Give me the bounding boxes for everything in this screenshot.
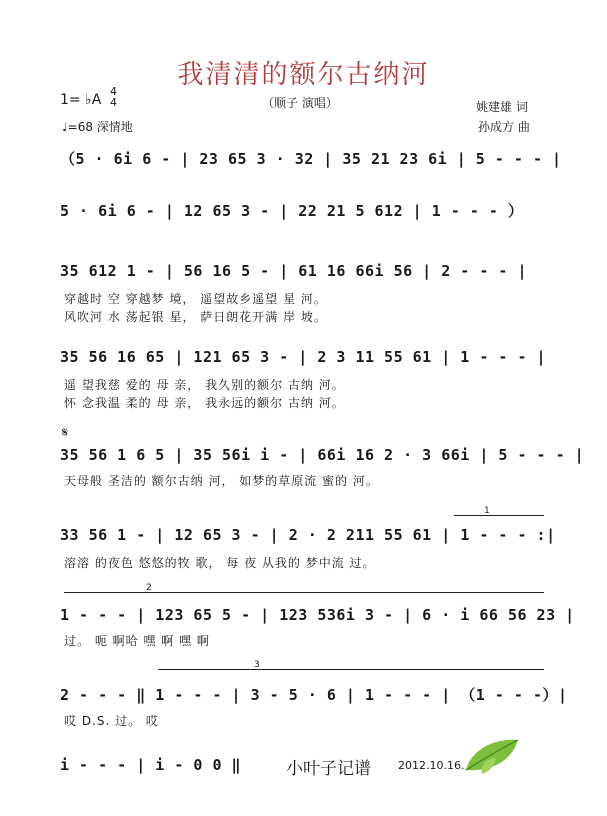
song-title: 我清清的额尔古纳河 — [177, 60, 430, 90]
score-line-9: i - - - | i - 0 0 ‖ — [60, 756, 242, 774]
segno-sign: 𝄋 — [62, 425, 69, 441]
lyric-line-3b: 风吹河 水 荡起银 星， 萨日朗花开满 岸 坡。 — [64, 310, 327, 324]
composer-credit: 孙成方 曲 — [478, 120, 530, 134]
score-line-3: 35 612 1 - | 56 16 5 - | 61 16 66i 56 | 2 - - - | — [60, 262, 528, 280]
lyric-line-8: 哎 D.S. 过。 哎 — [64, 714, 159, 728]
volta-label-2: 2 — [146, 583, 152, 593]
score-line-8: 2 - - - ‖ 1 - - - | 3 - 5 · 6 | 1 - - - | （1 - - -）| — [60, 686, 568, 704]
singer-credit: （顺子 演唱） — [262, 96, 338, 110]
volta-bracket-1 — [454, 515, 544, 516]
volta-bracket-3 — [158, 669, 544, 670]
lyric-line-5: 天母般 圣洁的 额尔古纳 河， 如梦的草原流 蜜的 河。 — [64, 474, 379, 488]
score-line-4: 35 56 16 65 | 121 65 3 - | 2 3 11 55 61 | 1 - - - | — [60, 348, 547, 366]
lyric-line-4a: 遥 望我慈 爱的 母 亲， 我久别的额尔 古纳 河。 — [64, 378, 345, 392]
score-line-1: （5 · 6i 6 - | 23 65 3 · 32 | 35 21 23 6i | 5 - - - | — [60, 150, 562, 168]
score-line-7: 1 - - - | 123 65 5 - | 123 536i 3 - | 6 · i 66 56 23 | — [60, 606, 575, 624]
lyric-line-4b: 怀 念我温 柔的 母 亲， 我永远的额尔 古纳 河。 — [64, 396, 345, 410]
key-signature: 1= ♭A — [60, 92, 102, 108]
score-line-5: 35 56 1 6 5 | 35 56i i - | 66i 16 2 · 3 66i | 5 - - - | — [60, 446, 585, 464]
time-signature — [110, 86, 117, 108]
volta-label-1: 1 — [484, 506, 490, 516]
lyricist-credit: 姚建雄 词 — [476, 100, 528, 114]
lyric-line-6: 溶溶 的夜色 悠悠的牧 歌， 每 夜 从我的 梦中流 过。 — [64, 556, 376, 570]
volta-label-3: 3 — [254, 660, 260, 670]
time-signature-bottom: 4 — [110, 96, 117, 109]
volta-bracket-2 — [64, 592, 544, 593]
transcription-date: 2012.10.16. — [398, 759, 465, 772]
transcriber-signature: 小叶子记谱 — [286, 759, 371, 779]
lyric-line-3a: 穿越时 空 穿越梦 境， 遥望故乡遥望 星 河。 — [64, 292, 327, 306]
leaf-icon — [462, 736, 522, 776]
tempo-marking: ♩=68 深情地 — [62, 120, 133, 134]
lyric-line-7: 过。 呃 啊哈 嘿 啊 嘿 啊 — [64, 634, 210, 648]
score-line-2: 5 · 6i 6 - | 12 65 3 - | 22 21 5 612 | 1 - - - ） — [60, 202, 524, 220]
time-signature-top: 4 — [110, 85, 117, 98]
score-line-6: 33 56 1 - | 12 65 3 - | 2 · 2 211 55 61 | 1 - - - :| — [60, 526, 556, 544]
